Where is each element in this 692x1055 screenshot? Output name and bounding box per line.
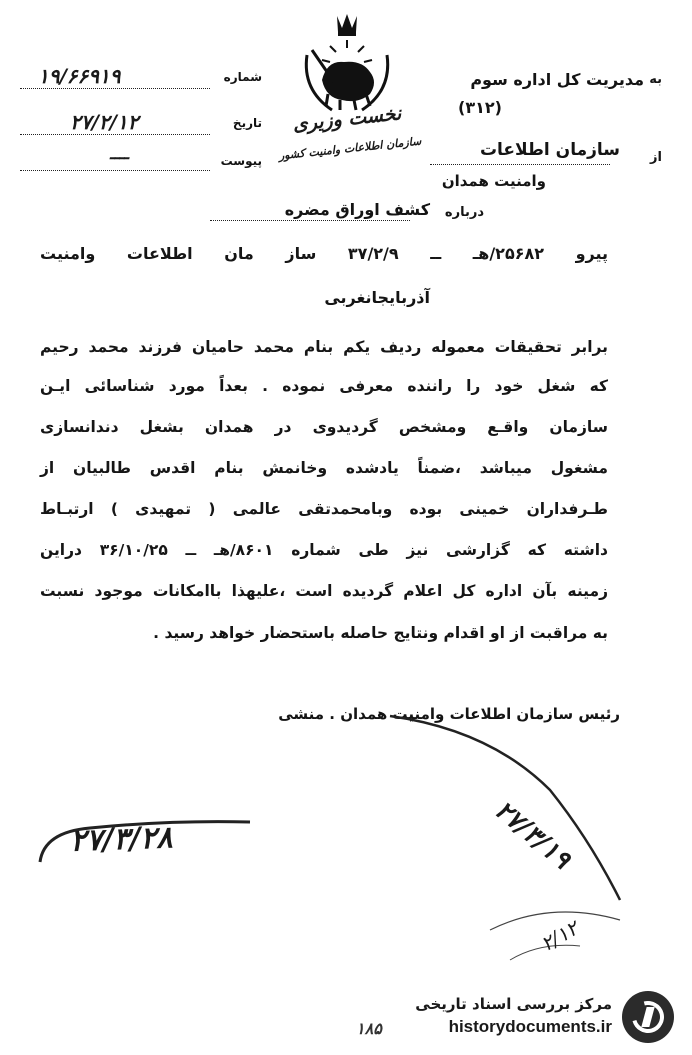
signature-title: رئیس سازمان اطلاعات وامنیت همدان . منشی [278,705,620,723]
page-fragment: ۱۸۵ [356,1019,382,1038]
margin-note-small: ۲/۱۲ [536,915,583,957]
body-line: طـرفداران خمینی بوده وبامحمدتقی عالمی ( تمهیدی ) ارتبـاط [40,500,608,518]
to-value: مدیریت کل اداره سوم [470,70,644,89]
number-underline [20,88,210,89]
subject-label: درباره [444,205,484,220]
letter-date: ۲۷/۲/۱۲ [70,110,139,134]
body-line: سازمان واقـع ومشخص گردیدوی در همدان بشغل دندانسازی [40,418,608,436]
from-underline [430,164,610,165]
archive-logo-icon [622,991,674,1043]
signature-curve-icon [380,710,680,1000]
attachment-row [20,146,270,176]
from-value-line2: وامنیت همدان [441,172,546,190]
attachment-label: پیوست [220,154,262,168]
subject-value: کشف اوراق مضره [284,200,430,219]
reference-line-1: پیرو ۲۵۶۸۲/هـ ــ ۳۷/۲/۹ ساز مان اطلاعات وامنیت [40,244,609,263]
watermark-name: مرکز بررسی اسناد تاریخی [415,995,612,1013]
watermark [356,991,682,1047]
emblem-organization: سازمان اطلاعات وامنیت کشور [278,134,422,163]
body-line: که شغل خود را راننده معرفی نموده . بعداً مورد شناسائی ایـن [40,377,608,395]
emblem-title: نخست وزیری [291,102,403,136]
to-label: به [649,72,662,87]
body-line: مشغول میباشد ،ضمناً یادشده وخانمش بنام اقدس طالبیان از [40,459,608,477]
watermark-url: historydocuments.ir [448,1017,612,1036]
letter-number: ۱۹/۶۶۹۱۹ [38,64,121,88]
date-underline [20,134,210,135]
margin-note: ۲۷/۳/۱۹ [488,794,577,876]
handwritten-date: ۲۷/۳/۲۸ [69,820,174,859]
body-line: زمینه بآن اداره کل اعلام گردیده است ،علیهذا باامکانات موجود نسبت [40,582,608,600]
attachment-underline [20,170,210,171]
number-label: شماره [223,70,262,84]
subject-underline [210,220,410,221]
handwritten-date-stroke-icon [30,812,260,872]
date-label: تاریخ [232,116,262,130]
body-line-last: به مراقبت از او اقدام ونتایج حاصله باستحضار خواهد رسید . [153,624,608,642]
attachment-value: ــــ [110,144,129,163]
from-label: از [650,150,662,165]
body-line: داشته که گزارشی نیز طی شماره ۸۶۰۱/هـ ــ ۳۶/۱۰/۲۵ دراین [40,541,608,559]
body-line: برابر تحقیقات معموله ردیف یکم بنام محمد حامیان فرزند محمد رحیم [40,338,608,356]
from-value-line1: سازمان اطلاعات [479,140,620,160]
emblem-block [278,10,422,170]
reference-line-2: آذربایجانغربی [324,288,430,307]
to-code: (۳۱۲) [458,98,502,117]
